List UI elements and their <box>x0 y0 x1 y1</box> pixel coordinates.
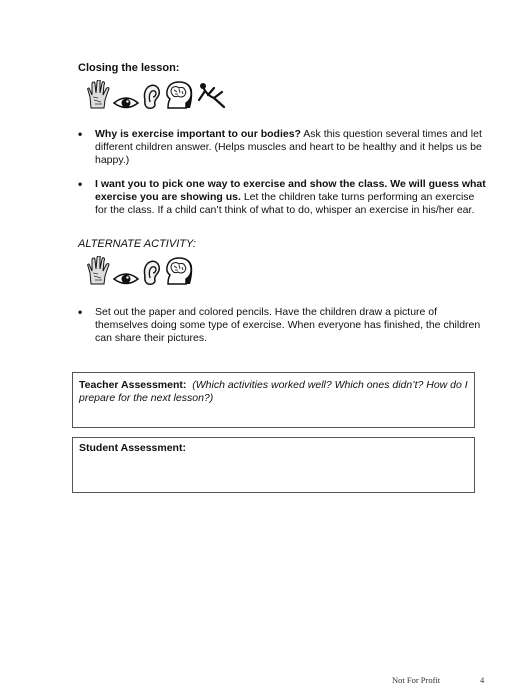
closing-heading: Closing the lesson: <box>78 62 180 74</box>
teacher-assessment-box[interactable] <box>72 372 475 428</box>
page-number: 4 <box>480 675 485 685</box>
bullet-question: Why is exercise important to our bodies? <box>95 128 301 140</box>
teacher-assessment-prompt: (Which activities worked well? Which ones didn’t? How do I prepare for the next lesson?) <box>79 379 468 404</box>
stretching-figure-icon <box>196 80 226 110</box>
alternate-icons <box>86 256 194 286</box>
bullet-detail: Ask this question several times and let different children answer. (Helps muscles and heart to be healthy and it helps us be happy.) <box>95 128 482 166</box>
student-assessment-box[interactable] <box>72 437 475 493</box>
bullet-detail: Let the children take turns performing an exercise for the class. If a child can’t think of what to do, whisper an exercise in his/her ear. <box>95 191 475 216</box>
ear-icon <box>142 260 162 286</box>
head-brain-icon <box>164 80 194 110</box>
eye-icon <box>112 96 140 110</box>
student-assessment-label: Student Assessment: <box>79 442 186 454</box>
ear-icon <box>142 84 162 110</box>
bullet-detail: Set out the paper and colored pencils. Have the children draw a picture of themselves doing some type of exercise. When everyone has finished, the children can share their pictures. <box>95 306 481 344</box>
teacher-assessment-label: Teacher Assessment: <box>79 379 187 391</box>
alternate-bullet-1: • Set out the paper and colored pencils. Have the children draw a picture of themselves doing some type of exercise. When everyone has finished, the children can share their pictures. <box>78 306 486 345</box>
footer-text: Not For Profit <box>392 675 441 685</box>
hand-icon <box>86 80 110 110</box>
eye-icon <box>112 272 140 286</box>
hand-icon <box>86 256 110 286</box>
alternate-activity-heading: ALTERNATE ACTIVITY: <box>78 238 196 250</box>
head-brain-icon <box>164 256 194 286</box>
closing-bullet-1: • Why is exercise important to our bodies? Ask this question several times and let different children answer. (Helps muscles and heart to be healthy and it helps us be happy.) <box>78 127 482 166</box>
closing-bullet-2: • I want you to pick one way to exercise and show the class. We will guess what exercise you are showing us. Let the children take turns performing an exercise for the class. If a child can’t think of what to do, whisper an exercise in his/her ear. <box>78 177 486 216</box>
closing-icons <box>86 80 226 110</box>
bullet-instruction: I want you to pick one way to exercise and show the class. We will guess what exercise you are showing us. <box>95 178 486 203</box>
